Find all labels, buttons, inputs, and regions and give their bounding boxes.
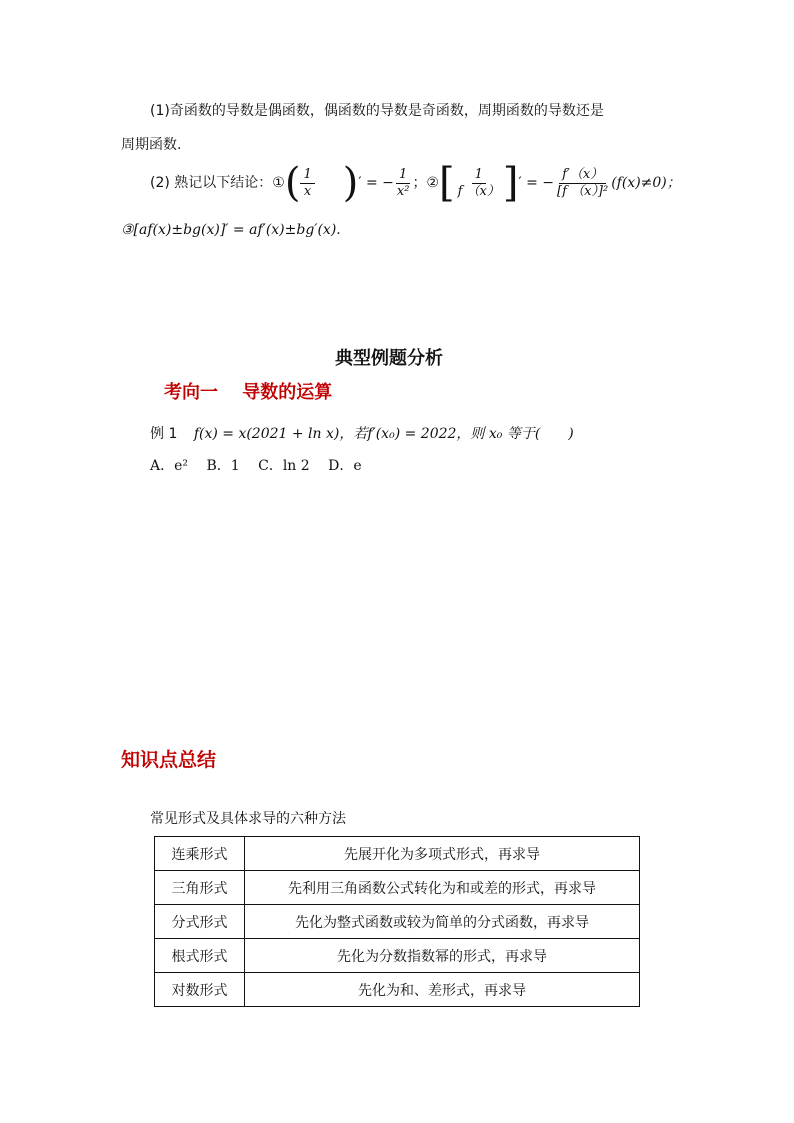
summary-heading: 知识点总结	[121, 749, 217, 771]
table-cell-form: 三角形式	[155, 871, 245, 905]
note-item1-line2: 周期函数.	[121, 137, 182, 153]
table-row	[155, 973, 640, 1007]
example-1	[150, 423, 574, 443]
note-item1-line1: (1)奇函数的导数是偶函数，偶函数的导数是奇函数，周期函数的导数还是	[150, 103, 604, 119]
section-title: 典型例题分析	[335, 348, 443, 369]
table-row	[155, 939, 640, 973]
table-cell-method: 先展开化为多项式形式，再求导	[245, 837, 640, 871]
example-options: A．e² B．1 C．ln 2 D．e	[150, 458, 362, 474]
topic-heading: 考向一 导数的运算	[164, 382, 333, 403]
table-cell-form: 连乘形式	[155, 837, 245, 871]
equals-1: ′ = −	[358, 175, 394, 191]
bracket-close: ]	[502, 160, 519, 206]
condition: (f(x)≠0)；	[611, 175, 681, 191]
table-cell-method: 先化为和、差形式，再求导	[245, 973, 640, 1007]
table-cell-form: 根式形式	[155, 939, 245, 973]
equals-2: ′ = −	[518, 175, 555, 191]
example-label: 例 1	[150, 426, 178, 442]
methods-table	[154, 836, 640, 1007]
note-item2-prefix: (2) 熟记以下结论：①	[150, 175, 285, 191]
table-row	[155, 905, 640, 939]
fraction-fprime-over-fx2: $\frac{f'(x)}{\text{[f （x）]²}}$	[557, 166, 609, 199]
separator-2: ；②	[412, 175, 439, 191]
bracket-open: [	[439, 160, 455, 206]
table-row	[155, 837, 640, 871]
table-cell-method: 先化为分数指数幂的形式，再求导	[245, 939, 640, 973]
summary-caption: 常见形式及具体求导的六种方法	[150, 811, 346, 827]
note-item2-formula	[150, 160, 681, 206]
table-cell-form: 对数形式	[155, 973, 245, 1007]
example-text: f(x) = x(2021 + ln x)，若f′(x₀) = 2022，则 x₀ 等于( )	[193, 426, 574, 442]
note-item3: ③[af(x)±bg(x)]′ = af′(x)±bg′(x).	[121, 222, 341, 238]
fraction-1-over-x: $\frac{1}{x}$	[300, 167, 314, 200]
paren-open: (	[284, 160, 301, 206]
table-cell-form: 分式形式	[155, 905, 245, 939]
fraction-1-over-x2: $\frac{1}{\text{x²}}$	[396, 166, 410, 199]
table-cell-method: 先利用三角函数公式转化为和或差的形式，再求导	[245, 871, 640, 905]
table-cell-method: 先化为整式函数或较为简单的分式函数，再求导	[245, 905, 640, 939]
fraction-1-over-fx: $\frac{1}{f (x)}$	[457, 166, 500, 199]
paren-close: )	[342, 160, 359, 206]
table-row	[155, 871, 640, 905]
